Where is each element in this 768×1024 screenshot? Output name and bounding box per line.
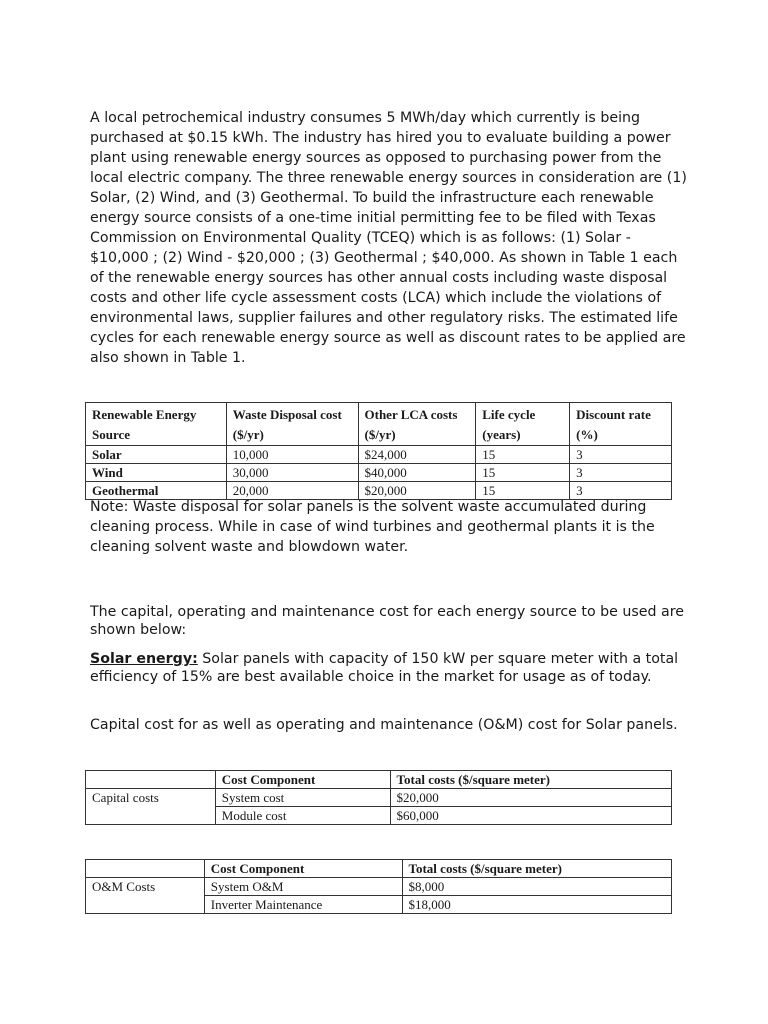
table-cell: Module cost [215,807,390,825]
solar-energy-text: Solar panels with capacity of 150 kW per square meter with a total efficiency of 15% are best available choice in the market for usage as of today. [90,651,679,685]
table-cell: Inverter Maintenance [204,896,402,914]
table-row [86,464,672,482]
table-cell: $18,000 [402,896,672,914]
table-cell: $40,000 [358,464,476,482]
table-cell: $60,000 [390,807,671,825]
table-cell: 20,000 [226,482,358,500]
capital-intro-paragraph: Capital cost for as well as operating and maintenance (O&M) cost for Solar panels. [90,717,678,733]
table-cell: 3 [570,464,672,482]
capital-costs-label: Capital costs [86,789,216,825]
table-header-component: Cost Component [215,771,390,789]
table-cell: System O&M [204,878,402,896]
table-cell: $20,000 [390,789,671,807]
table-1-header-life: Life cycle (years) [476,403,570,446]
solar-energy-paragraph [90,651,690,686]
table-cell: 3 [570,446,672,464]
note-paragraph: Note: Waste disposal for solar panels is the solvent waste accumulated during cleaning process. While in case of wind turbines and geothermal plants it is the cleaning solvent waste and blowdown water. [90,499,655,555]
table-cell: $8,000 [402,878,672,896]
om-costs-label: O&M Costs [86,878,205,914]
table-cell: System cost [215,789,390,807]
table-cell: $24,000 [358,446,476,464]
solar-energy-label: Solar energy: [90,651,198,667]
table-header-blank [86,860,205,878]
table-cell: 15 [476,482,570,500]
table-1-header-source: Renewable Energy Source [86,403,227,446]
table-cell: 15 [476,464,570,482]
table-1-header-lca: Other LCA costs ($/yr) [358,403,476,446]
row-label-wind: Wind [86,464,227,482]
capital-costs-table [85,770,672,825]
table-1-header-row [86,403,672,446]
om-costs-table [85,859,672,914]
table-header-row [86,860,672,878]
table-header-total: Total costs ($/square meter) [402,860,672,878]
table-row [86,446,672,464]
table-row [86,789,672,807]
table-1 [85,402,672,500]
row-label-geothermal: Geothermal [86,482,227,500]
table-header-component: Cost Component [204,860,402,878]
table-1-header-waste: Waste Disposal cost ($/yr) [226,403,358,446]
table-cell: 30,000 [226,464,358,482]
table-cell: $20,000 [358,482,476,500]
table-header-blank [86,771,216,789]
row-label-solar: Solar [86,446,227,464]
table-1-header-discount: Discount rate (%) [570,403,672,446]
intro-paragraph: A local petrochemical industry consumes 5 MWh/day which currently is being purchased at $0.15 kWh. The industry has hired you to evaluate building a power plant using renewable energy sources as opposed to purchasing power from the local electric company. The three renewable energy sources in consideration are (1) Solar, (2) Wind, and (3) Geothermal. To build the infrastructure each renewable energy source consists of a one-time initial permitting fee to be filed with Texas Commission on Environmental Quality (TCEQ) which is as follows: (1) Solar - $10,000 ; (2) Wind - $20,000 ; (3) Geothermal ; $40,000. As shown in Table 1 each of the renewable energy sources has other annual costs including waste disposal costs and other life cycle assessment costs (LCA) which include the violations of environmental laws, supplier failures and other regulatory risks. The estimated life cycles for each renewable energy source as well as discount rates to be applied are also shown in Table 1. [90,110,687,366]
costs-intro-paragraph: The capital, operating and maintenance cost for each energy source to be used are shown below: [90,604,684,638]
table-row [86,878,672,896]
table-cell: 3 [570,482,672,500]
table-header-row [86,771,672,789]
table-cell: 10,000 [226,446,358,464]
table-cell: 15 [476,446,570,464]
table-header-total: Total costs ($/square meter) [390,771,671,789]
